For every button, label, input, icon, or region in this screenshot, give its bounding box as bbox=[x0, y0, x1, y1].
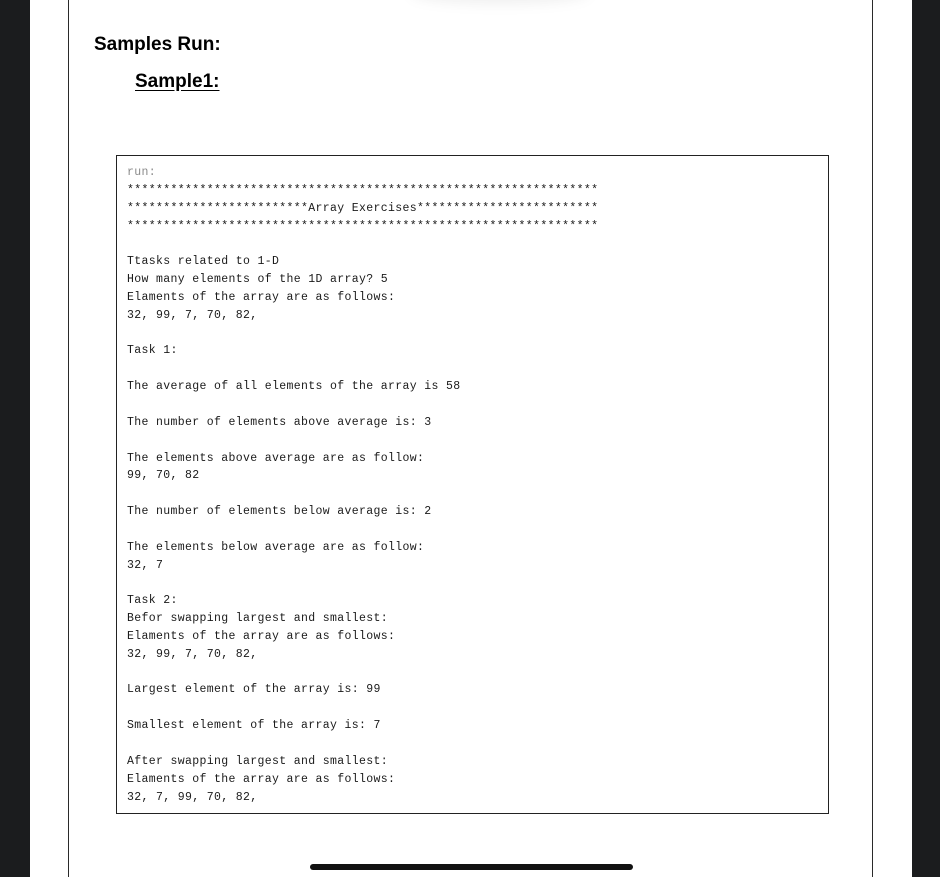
console-line: run: bbox=[127, 166, 157, 179]
console-line bbox=[127, 699, 598, 717]
console-line bbox=[127, 325, 598, 343]
console-line: Elaments of the array are as follows: bbox=[127, 772, 396, 786]
console-line bbox=[127, 485, 598, 503]
console-line: 99, 70, 82 bbox=[127, 469, 200, 483]
console-line: Befor swapping largest and smallest: bbox=[127, 612, 389, 626]
console-line: 32, 99, 7, 70, 82, bbox=[127, 308, 258, 322]
console-line: 32, 7 bbox=[127, 558, 164, 572]
console-line: 32, 99, 7, 70, 82, bbox=[127, 647, 258, 661]
console-output-box bbox=[116, 155, 829, 814]
console-line bbox=[127, 574, 598, 592]
section-heading: Samples Run: bbox=[94, 34, 221, 55]
console-line: The average of all elements of the array is 58 bbox=[127, 380, 461, 394]
console-line: Smallest element of the array is: 7 bbox=[127, 719, 381, 733]
console-line: The number of elements above average is: 3 bbox=[127, 415, 432, 429]
top-shadow bbox=[410, 0, 590, 4]
console-line bbox=[127, 396, 598, 414]
console-line: Ttasks related to 1-D bbox=[127, 255, 280, 269]
console-line: *************************Array Exercises************************* bbox=[127, 201, 599, 215]
console-line bbox=[127, 360, 598, 378]
console-line bbox=[127, 735, 598, 753]
console-line: Largest element of the array is: 99 bbox=[127, 683, 381, 697]
console-line: After swapping largest and smallest: bbox=[127, 754, 389, 768]
console-line: Elaments of the array are as follows: bbox=[127, 290, 396, 304]
console-line bbox=[127, 521, 598, 539]
console-line: 32, 7, 99, 70, 82, bbox=[127, 790, 258, 804]
console-line: Elaments of the array are as follows: bbox=[127, 629, 396, 643]
console-lines bbox=[127, 164, 598, 806]
console-line: ***************************************************************** bbox=[127, 219, 599, 233]
home-indicator[interactable] bbox=[310, 864, 633, 870]
console-line: The number of elements below average is: 2 bbox=[127, 505, 432, 519]
sample-heading: Sample1: bbox=[135, 71, 220, 92]
console-line: The elements below average are as follow: bbox=[127, 540, 425, 554]
console-line bbox=[127, 235, 598, 253]
console-line: How many elements of the 1D array? 5 bbox=[127, 273, 389, 287]
console-line: The elements above average are as follow: bbox=[127, 451, 425, 465]
console-line: Task 2: bbox=[127, 594, 178, 608]
console-line bbox=[127, 432, 598, 450]
console-line: Task 1: bbox=[127, 344, 178, 358]
console-line bbox=[127, 664, 598, 682]
document-page[interactable] bbox=[30, 0, 912, 877]
console-line: ***************************************************************** bbox=[127, 183, 599, 197]
